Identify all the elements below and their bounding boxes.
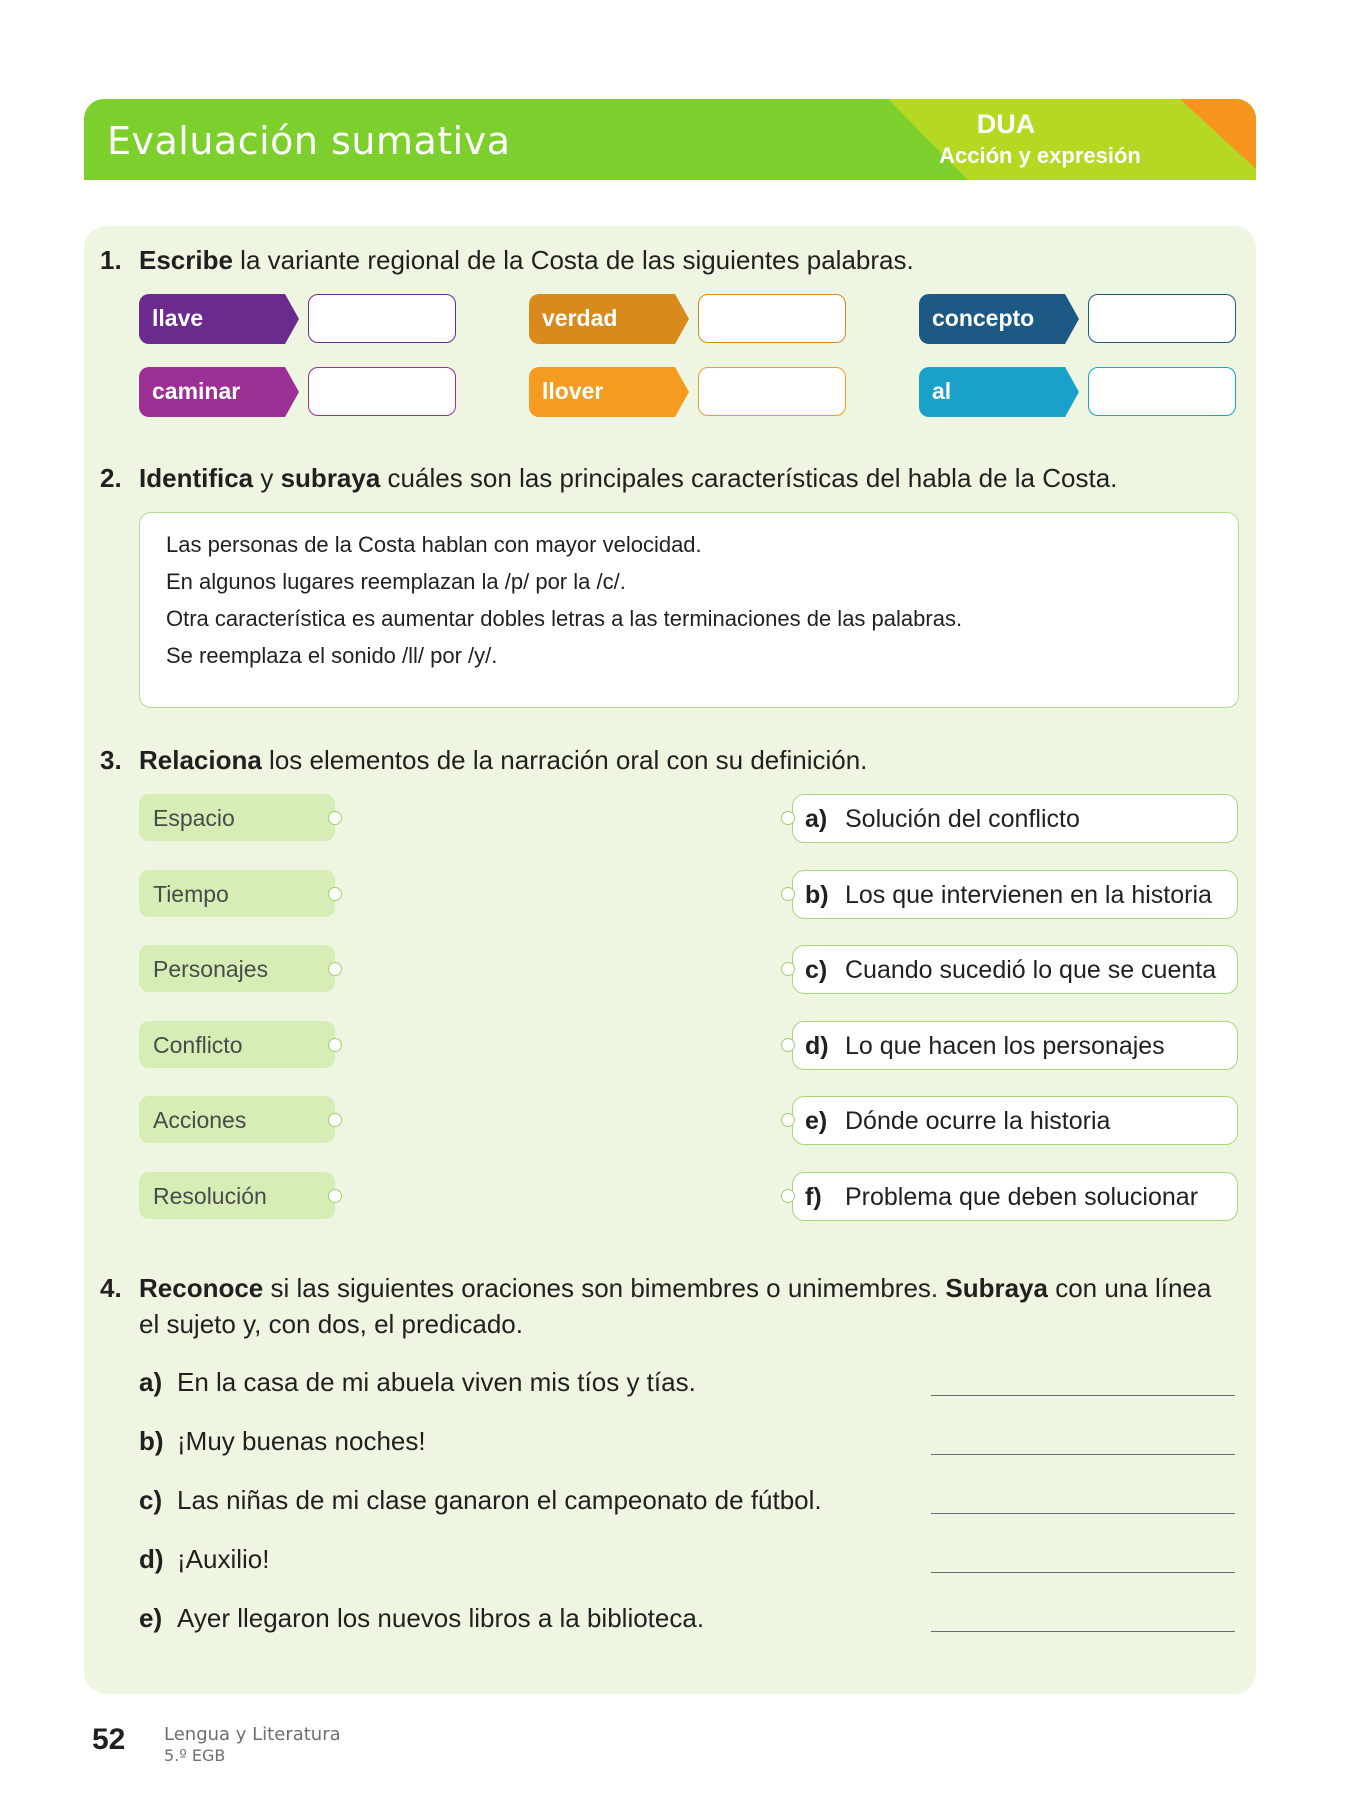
tag-arrow-icon: [1065, 367, 1079, 417]
question-text: [139, 742, 1249, 778]
word-tag: [919, 367, 1065, 417]
word-tag: [139, 294, 285, 344]
characteristic-line[interactable]: Se reemplaza el sonido /ll/ por /y/.: [166, 643, 498, 668]
answer-line[interactable]: [931, 1395, 1235, 1396]
word-label: verdad: [542, 305, 618, 331]
definition-letter: e): [805, 1107, 828, 1135]
connector-dot-icon[interactable]: [781, 1189, 795, 1203]
question-rest: cuáles son las principales características del habla de la Costa.: [380, 463, 1118, 493]
connector-dot-icon[interactable]: [781, 1038, 795, 1052]
sentence-letter: a): [139, 1367, 163, 1397]
characteristic-line[interactable]: En algunos lugares reemplazan la /p/ por la /c/.: [166, 569, 626, 594]
definition-item: [792, 1172, 1238, 1221]
narrative-element: [139, 870, 335, 917]
page-number: 52: [92, 1723, 126, 1756]
answer-line[interactable]: [931, 1454, 1235, 1455]
narrative-element: [139, 1172, 335, 1219]
question-number: 2.: [100, 463, 122, 493]
narrative-element: [139, 1096, 335, 1143]
definition-letter: d): [805, 1032, 829, 1060]
answer-line[interactable]: [931, 1572, 1235, 1573]
question-verb: Reconoce: [139, 1273, 264, 1303]
definition-letter: a): [805, 805, 828, 833]
definition-item: [792, 870, 1238, 919]
word-tag: [919, 294, 1065, 344]
connector-dot-icon[interactable]: [781, 887, 795, 901]
sentence-text[interactable]: Ayer llegaron los nuevos libros a la biblioteca.: [177, 1603, 705, 1633]
definition-text: Solución del conflicto: [845, 805, 1080, 833]
dua-subtitle: Acción y expresión: [939, 143, 1141, 168]
definition-letter: f): [805, 1183, 822, 1211]
word-label: caminar: [152, 378, 241, 404]
element-label: Resolución: [153, 1183, 267, 1209]
definition-text: Dónde ocurre la historia: [845, 1107, 1111, 1135]
answer-box[interactable]: [698, 367, 846, 416]
connector-dot-icon[interactable]: [781, 962, 795, 976]
narrative-element: [139, 1021, 335, 1068]
definition-item: [792, 1021, 1238, 1070]
definition-letter: c): [805, 956, 828, 984]
question-verb: Escribe: [139, 245, 233, 275]
word-label: concepto: [932, 305, 1035, 331]
sentence-item: [139, 1544, 919, 1578]
sentence-text[interactable]: ¡Muy buenas noches!: [177, 1426, 426, 1456]
definition-item: [792, 794, 1238, 843]
sentence-item: [139, 1603, 919, 1637]
question-text: [139, 460, 1249, 496]
question-rest: la variante regional de la Costa de las siguientes palabras.: [232, 245, 914, 275]
question-verb: Identifica: [139, 463, 254, 493]
characteristic-line[interactable]: Otra característica es aumentar dobles letras a las terminaciones de las palabras.: [166, 606, 963, 631]
sentence-letter: e): [139, 1603, 163, 1633]
answer-box[interactable]: [698, 294, 846, 343]
element-label: Conflicto: [153, 1032, 243, 1058]
sentence-text[interactable]: Las niñas de mi clase ganaron el campeonato de fútbol.: [177, 1485, 822, 1515]
definition-text: Los que intervienen en la historia: [845, 881, 1212, 909]
question-number: 4.: [100, 1273, 122, 1303]
element-label: Acciones: [153, 1107, 247, 1133]
answer-box[interactable]: [1088, 367, 1236, 416]
question-rest: con una línea el sujeto y, con dos, el predicado.: [139, 1273, 1212, 1339]
sentence-item: [139, 1367, 919, 1401]
narrative-element: [139, 794, 335, 841]
question-connector: y: [253, 463, 281, 493]
definition-letter: b): [805, 881, 829, 909]
characteristics-box: [139, 512, 1239, 708]
word-tag: [529, 294, 675, 344]
tag-arrow-icon: [675, 294, 689, 344]
word-tag: [529, 367, 675, 417]
answer-line[interactable]: [931, 1513, 1235, 1514]
element-label: Personajes: [153, 956, 269, 982]
word-label: llave: [152, 305, 204, 331]
connector-dot-icon[interactable]: [781, 1113, 795, 1127]
sentence-item: [139, 1426, 919, 1460]
answer-box[interactable]: [308, 294, 456, 343]
tag-arrow-icon: [285, 294, 299, 344]
question-4: [100, 1270, 1250, 1342]
connector-dot-icon[interactable]: [328, 1038, 342, 1052]
question-verb: Relaciona: [139, 745, 262, 775]
footer-subject: Lengua y Literatura: [164, 1724, 341, 1745]
connector-dot-icon[interactable]: [328, 1189, 342, 1203]
question-rest: los elementos de la narración oral con su definición.: [261, 745, 868, 775]
tag-arrow-icon: [1065, 294, 1079, 344]
question-text: [139, 242, 1249, 278]
element-label: Espacio: [153, 805, 235, 831]
section-header: [84, 99, 1256, 180]
definition-text: Cuando sucedió lo que se cuenta: [845, 956, 1217, 984]
word-label: al: [932, 378, 952, 404]
question-1: [100, 242, 1250, 278]
answer-line[interactable]: [931, 1631, 1235, 1632]
definition-text: Lo que hacen los personajes: [845, 1032, 1165, 1060]
connector-dot-icon[interactable]: [328, 962, 342, 976]
answer-box[interactable]: [1088, 294, 1236, 343]
question-verb: Subraya: [945, 1273, 1048, 1303]
connector-dot-icon[interactable]: [781, 811, 795, 825]
tag-arrow-icon: [675, 367, 689, 417]
question-number: 1.: [100, 245, 122, 275]
sentence-letter: c): [139, 1485, 163, 1515]
question-2: [100, 460, 1250, 496]
narrative-element: [139, 945, 335, 992]
answer-box[interactable]: [308, 367, 456, 416]
sentence-text[interactable]: ¡Auxilio!: [177, 1544, 270, 1574]
tag-arrow-icon: [285, 367, 299, 417]
question-number: 3.: [100, 745, 122, 775]
sentence-letter: b): [139, 1426, 164, 1456]
sentence-letter: d): [139, 1544, 164, 1574]
element-label: Tiempo: [153, 881, 229, 907]
question-text: [139, 1270, 1234, 1342]
connector-dot-icon[interactable]: [328, 811, 342, 825]
dua-badge: [888, 99, 1256, 180]
characteristic-line[interactable]: Las personas de la Costa hablan con mayor velocidad.: [166, 532, 702, 557]
definition-item: [792, 1096, 1238, 1145]
question-3: [100, 742, 1250, 778]
section-title: Evaluación sumativa: [107, 119, 511, 163]
definition-text: Problema que deben solucionar: [845, 1183, 1199, 1211]
word-tag: [139, 367, 285, 417]
connector-dot-icon[interactable]: [328, 1113, 342, 1127]
sentence-item: [139, 1485, 919, 1519]
word-label: llover: [542, 378, 604, 404]
footer-grade: 5.º EGB: [164, 1746, 226, 1765]
connector-dot-icon[interactable]: [328, 887, 342, 901]
definition-item: [792, 945, 1238, 994]
dua-title: DUA: [976, 109, 1036, 139]
question-middle: si las siguientes oraciones son bimembres o unimembres.: [263, 1273, 946, 1303]
sentence-text[interactable]: En la casa de mi abuela viven mis tíos y tías.: [177, 1367, 696, 1397]
question-verb: subraya: [280, 463, 381, 493]
